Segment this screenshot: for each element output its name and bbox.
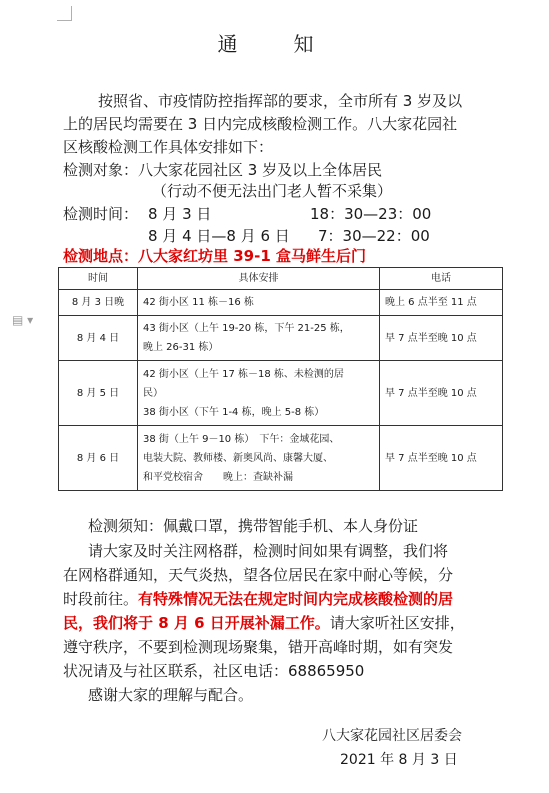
arrangement-line: 和平党校宿舍 晚上：查缺补漏	[143, 471, 293, 483]
arrangement-line: 38 街小区（下午 1-4 栋，晚上 5-8 栋）	[143, 406, 325, 418]
time-row1-date: 8 月 3 日	[148, 205, 212, 223]
row-phone: 早 7 点半至晚 10 点	[380, 316, 503, 361]
notes-line-4	[63, 588, 453, 610]
header-phone: 电话	[380, 268, 503, 290]
target-line: 检测对象：八大家花园社区 3 岁及以上全体居民	[63, 161, 383, 179]
table-row	[59, 361, 503, 426]
signature-date: 2021 年 8 月 3 日	[340, 752, 458, 768]
header-time: 时间	[59, 268, 138, 290]
test-location: 检测地点：八大家红坊里 39-1 盒马鲜生后门	[63, 247, 366, 265]
signature-org: 八大家花园社区居委会	[322, 728, 462, 744]
notes-line-2: 请大家及时关注网格群，检测时间如果有调整，我们将	[88, 542, 449, 560]
time-row2-hours: 7：30—22：00	[318, 227, 430, 245]
notes-line-1: 检测须知：佩戴口罩，携带智能手机、本人身份证	[88, 517, 419, 535]
notes-line-8: 感谢大家的理解与配合。	[88, 686, 254, 704]
notes-line-4-normal: 时段前往。	[63, 590, 139, 608]
time-label: 检测时间：	[63, 205, 139, 223]
time-row2-date: 8 月 4 日—8 月 6 日	[148, 227, 290, 245]
row-phone: 晚上 6 点半至 11 点	[380, 290, 503, 316]
row-arrangement	[138, 290, 380, 316]
arrangement-line: 38 街（上午 9－10 栋） 下午：金域花园、	[143, 433, 340, 445]
row-phone: 早 7 点半至晚 10 点	[380, 426, 503, 491]
row-arrangement	[138, 426, 380, 491]
arrangement-line: 民）	[143, 387, 163, 399]
notes-line-6: 遵守秩序，不要到检测现场聚集，错开高峰时期，如有突发	[63, 638, 454, 656]
row-date: 8 月 4 日	[59, 316, 138, 361]
row-date: 8 月 6 日	[59, 426, 138, 491]
row-phone: 早 7 点半至晚 10 点	[380, 361, 503, 426]
row-date: 8 月 3 日晚	[59, 290, 138, 316]
arrangement-line: 晚上 26-31 栋）	[143, 342, 219, 353]
page-title: 通 知	[217, 32, 332, 56]
row-date: 8 月 5 日	[59, 361, 138, 426]
table-header-row	[59, 268, 503, 290]
time-row1-hours: 18：30—23：00	[310, 205, 432, 223]
notes-line-4-red: 有特殊情况无法在规定时间内完成核酸检测的居	[138, 590, 454, 608]
arrangement-line: 42 街小区 11 栋－16 栋	[143, 297, 254, 308]
arrangement-line: 电装大院、教师楼、新奥风尚、康馨大厦、	[143, 452, 333, 464]
target-note: （行动不便无法出门老人暂不采集）	[152, 182, 393, 200]
intro-line-3: 区核酸检测工作具体安排如下：	[63, 138, 274, 156]
notes-line-5	[63, 612, 465, 634]
header-arrangement: 具体安排	[138, 268, 380, 290]
notes-line-5-red: 民，我们将于 8 月 6 日开展补漏工作。	[63, 614, 330, 632]
document-icon[interactable]: ▤ ▾	[12, 313, 34, 327]
table-row	[59, 426, 503, 491]
intro-line-2: 上的居民均需要在 3 日内完成核酸检测工作。八大家花园社	[63, 115, 458, 133]
table-row	[59, 316, 503, 361]
row-arrangement	[138, 361, 380, 426]
arrangement-line: 43 街小区（上午 19-20 栋，下午 21-25 栋，	[143, 323, 350, 334]
notes-line-3: 在网格群通知，天气炎热，望各位居民在家中耐心等候，分	[63, 566, 454, 584]
row-arrangement	[138, 316, 380, 361]
schedule-table	[58, 267, 503, 491]
notes-line-5-normal: 请大家听社区安排，	[329, 614, 465, 632]
corner-mark-icon	[57, 6, 72, 21]
notes-line-7: 状况请及与社区联系，社区电话：68865950	[63, 662, 365, 680]
intro-line-1: 按照省、市疫情防控指挥部的要求，全市所有 3 岁及以	[98, 92, 463, 110]
table-row	[59, 290, 503, 316]
arrangement-line: 42 街小区（上午 17 栋－18 栋、未检测的居	[143, 368, 344, 380]
